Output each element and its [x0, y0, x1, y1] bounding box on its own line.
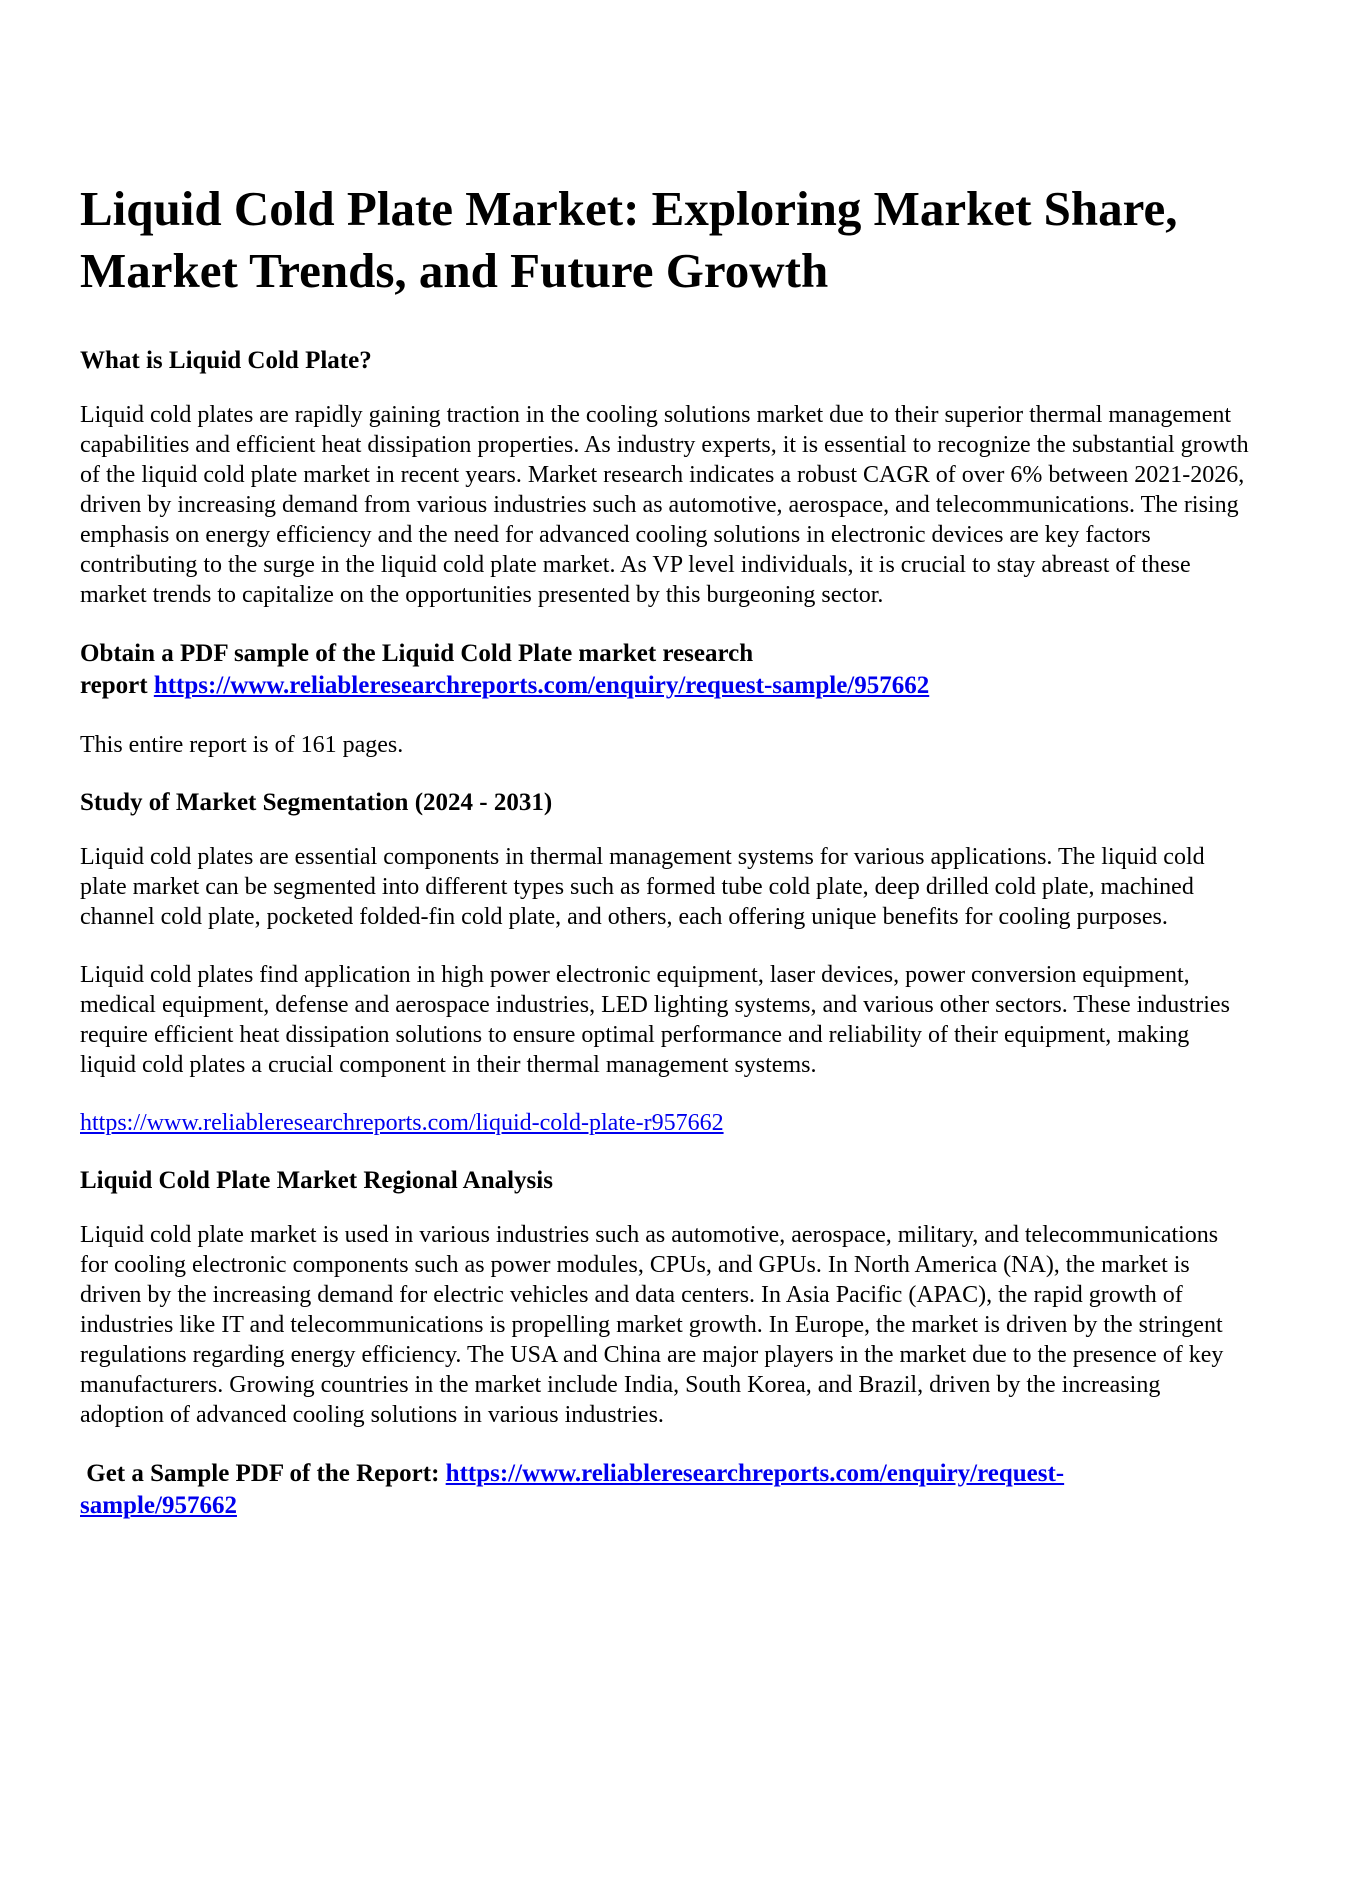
report-link-paragraph: [80, 1108, 1250, 1138]
get-sample-label: Get a Sample PDF of the Report:: [80, 1460, 446, 1487]
get-sample-link-line2: sample/957662: [80, 1492, 237, 1519]
content-column: [80, 178, 1250, 1522]
report-pages-note: This entire report is of 161 pages.: [80, 732, 404, 758]
obtain-sample-cta: [80, 638, 1250, 702]
segmentation-types-paragraph: Liquid cold plates are essential components in thermal management systems for various applications. The liquid cold plate market can be segmented into different types such as formed tube cold plate, deep drilled cold plate, machined channel cold plate, pocketed folded-fin cold plate, and others, each offering unique benefits for cooling purposes.: [80, 844, 1205, 930]
page-title: Liquid Cold Plate Market: Exploring Market Share, Market Trends, and Future Growth: [80, 181, 1178, 298]
obtain-sample-label-line1: Obtain a PDF sample of the Liquid Cold Plate market research: [80, 640, 754, 667]
obtain-sample-label: [80, 640, 929, 699]
what-is-heading: What is Liquid Cold Plate?: [80, 347, 372, 374]
get-sample-label-wrap: [80, 1460, 1064, 1519]
regional-analysis-paragraph: Liquid cold plate market is used in various industries such as automotive, aerospace, military, and telecommunications for cooling electronic components such as power modules, CPUs, and GPUs. In North America (NA), the market is driven by the increasing demand for electric vehicles and data centers. In Asia Pacific (APAC), the rapid growth of industries like IT and telecommunications is propelling market growth. In Europe, the market is driven by the stringent regulations regarding energy efficiency. The USA and China are major players in the market due to the presence of key manufacturers. Growing countries in the market include India, South Korea, and Brazil, driven by the increasing adoption of advanced cooling solutions in various industries.: [80, 1222, 1224, 1428]
report-page-link[interactable]: https://www.reliableresearchreports.com/liquid-cold-plate-r957662: [80, 1110, 724, 1136]
get-sample-cta: [80, 1458, 1250, 1522]
request-sample-link[interactable]: https://www.reliableresearchreports.com/enquiry/request-sample/957662: [153, 672, 930, 699]
obtain-sample-label-report-word: report: [80, 672, 148, 699]
regional-analysis-heading: Liquid Cold Plate Market Regional Analysis: [80, 1167, 553, 1194]
segmentation-heading: Study of Market Segmentation (2024 - 2031): [80, 789, 553, 816]
segmentation-applications-paragraph: Liquid cold plates find application in high power electronic equipment, laser devices, power conversion equipment, medical equipment, defense and aerospace industries, LED lighting systems, and various other sectors. These industries require efficient heat dissipation solutions to ensure optimal performance and reliability of their equipment, making liquid cold plates a crucial component in their thermal management systems.: [80, 962, 1230, 1078]
get-sample-link-line1: https://www.reliableresearchreports.com/enquiry/request-: [445, 1460, 1065, 1487]
intro-paragraph: Liquid cold plates are rapidly gaining traction in the cooling solutions market due to their superior thermal management capabilities and efficient heat dissipation properties. As industry experts, it is essential to recognize the substantial growth of the liquid cold plate market in recent years. Market research indicates a robust CAGR of over 6% between 2021-2026, driven by increasing demand from various industries such as automotive, aerospace, and telecommunications. The rising emphasis on energy efficiency and the need for advanced cooling solutions in electronic devices are key factors contributing to the surge in the liquid cold plate market. As VP level individuals, it is crucial to stay abreast of these market trends to capitalize on the opportunities presented by this burgeoning sector.: [80, 402, 1249, 608]
